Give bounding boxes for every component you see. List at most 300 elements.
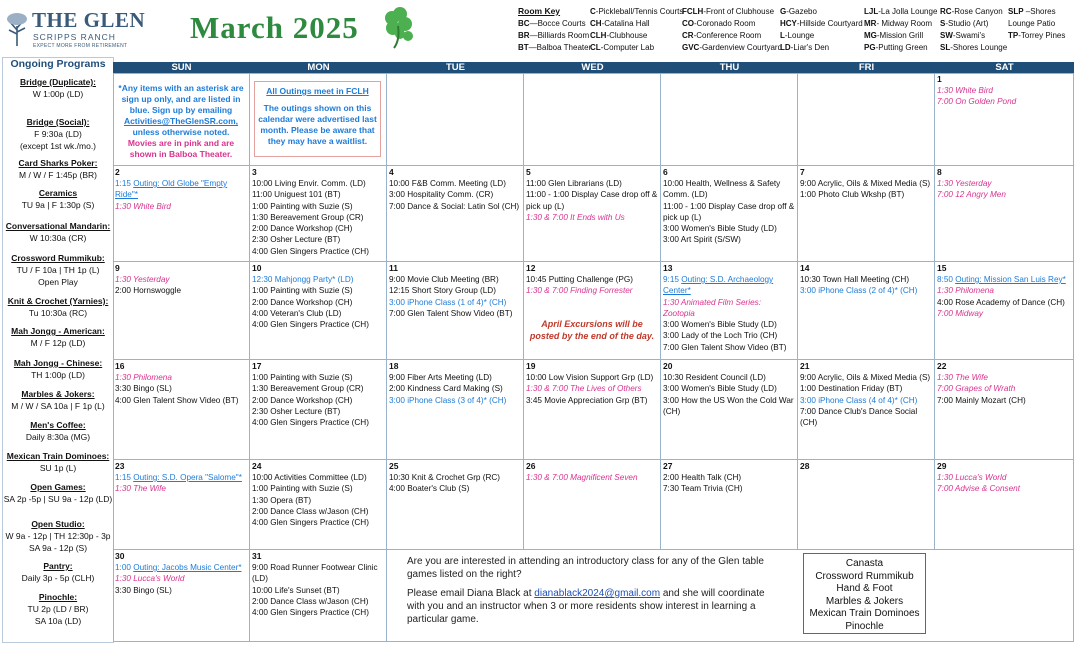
date-number: 11 — [389, 263, 398, 273]
event: 1:30 & 7:00 It Ends with Us — [526, 212, 625, 222]
note-line: April Excursions will be — [541, 319, 643, 329]
day-cell — [798, 460, 935, 550]
room-key-entry: GVC-Gardenview Courtyard — [682, 43, 783, 52]
room-key-entry: CLH-Clubhouse — [590, 31, 648, 40]
program-item — [3, 325, 113, 349]
room-key-entry: PG-Putting Green — [864, 43, 928, 52]
program-name: Men's Coffee: — [30, 420, 86, 430]
day-cell — [524, 166, 661, 262]
day-cell — [113, 550, 250, 642]
program-schedule: TU / F 10a | TH 1p (L) — [16, 265, 100, 275]
event: 1:00 Destination Friday (BT) — [800, 384, 903, 394]
event-list — [937, 85, 1071, 108]
event: 1:30 Bereavement Group (CR) — [252, 384, 364, 394]
program-schedule: (except 1st wk./mo.) — [19, 141, 97, 151]
program-schedule: Tu 10:30a (RC) — [28, 308, 88, 318]
date-number: 14 — [800, 263, 810, 273]
event: 3:00 iPhone Class (2 of 4)* (CH) — [800, 286, 918, 296]
date-number: 28 — [800, 461, 810, 471]
outing-link[interactable]: Outing: S.D. Archaeology Center* — [663, 275, 774, 296]
day-cell — [250, 460, 387, 550]
date-number: 13 — [663, 263, 673, 273]
note-line: unless otherwise noted. — [132, 127, 230, 137]
event: 3:00 Women's Bible Study (LD) — [663, 384, 777, 394]
event: 10:00 Health, Wellness & Safety Comm. (LD) — [663, 179, 781, 200]
event-list — [663, 274, 795, 353]
program-item — [3, 419, 113, 443]
program-name: Bridge (Social): — [26, 117, 90, 127]
event-list — [526, 178, 658, 223]
calendar-grid — [113, 62, 1075, 642]
event: 10:30 Resident Council (LD) — [663, 373, 766, 382]
program-name: Marbles & Jokers: — [21, 389, 95, 399]
room-key-entry: TP-Torrey Pines — [1008, 31, 1066, 40]
program-schedule: M / W / F 1:45p (BR) — [19, 170, 97, 180]
program-schedule: M / W / SA 10a | F 1p (L) — [11, 401, 105, 411]
note-line: The outings shown on this — [263, 103, 372, 113]
day-cell — [661, 73, 798, 166]
room-key-entry: G-Gazebo — [780, 7, 817, 16]
day-cell — [524, 460, 661, 550]
event: 10:45 Putting Challenge (PG) — [526, 275, 633, 284]
program-name: Open Games: — [30, 482, 86, 492]
event-list — [389, 472, 521, 495]
date-number: 23 — [115, 461, 125, 471]
program-name: Knit & Crochet (Yarnies): — [7, 296, 109, 306]
event: 2:00 Dance Class w/Jason (CH) — [252, 596, 369, 606]
date-number: 12 — [526, 263, 536, 273]
date-number: 3 — [252, 167, 257, 177]
event: 4:00 Glen Talent Show Video (BT) — [115, 395, 239, 405]
program-schedule: Daily 8:30a (MG) — [25, 432, 91, 442]
event: 3:00 Art Spirit (S/SW) — [663, 235, 741, 245]
date-number: 4 — [389, 167, 394, 177]
date-number: 17 — [252, 361, 262, 371]
program-item — [3, 357, 113, 381]
event: 1:30 & 7:00 The Lives of Others — [526, 384, 642, 394]
event: 1:30 The Wife — [115, 484, 166, 494]
program-name: Open Studio: — [31, 519, 85, 529]
date-number: 22 — [937, 361, 947, 371]
room-key-entry: SLP –Shores — [1008, 7, 1056, 16]
date-number: 19 — [526, 361, 536, 371]
event-list — [115, 562, 247, 596]
date-number: 15 — [937, 263, 947, 273]
event: 1:30 White Bird — [937, 86, 993, 95]
event: 1:30 Yesterday — [937, 179, 992, 188]
note-line: month. Please be aware that — [260, 125, 375, 135]
event: 10:00 Living Envir. Comm. (LD) — [252, 179, 366, 188]
program-item — [3, 481, 113, 505]
date-number: 10 — [252, 263, 262, 273]
event-list — [800, 372, 932, 428]
event: 2:00 Dance Workshop (CH) — [252, 395, 353, 405]
program-schedule: TU 9a | F 1:30p (S) — [21, 200, 95, 210]
day-cell — [661, 262, 798, 360]
room-key-entry: C-Pickleball/Tennis Courts — [590, 7, 684, 16]
event: 3:00 Women's Bible Study (LD) — [663, 224, 777, 234]
room-key-entry: LD-Liar's Den — [780, 43, 830, 52]
date-number: 2 — [115, 167, 120, 177]
program-name: Conversational Mandarin: — [5, 221, 111, 231]
day-cell — [798, 262, 935, 360]
game-item: Canasta — [845, 558, 884, 569]
room-key-entry: MR- Midway Room — [864, 19, 933, 28]
day-cell — [113, 73, 250, 166]
outings-body — [255, 103, 380, 147]
program-item — [3, 295, 113, 319]
game-item: Mexican Train Dominoes — [809, 608, 920, 619]
program-item — [3, 450, 113, 474]
program-item — [3, 560, 113, 584]
program-schedule: TH 1:00p (LD) — [31, 370, 85, 380]
program-item — [3, 220, 113, 244]
program-schedule: Open Play — [38, 277, 78, 287]
event: 1:30 Animated Film Series: Zootopia — [663, 297, 761, 318]
event-list — [663, 372, 795, 417]
day-header: WED — [524, 62, 661, 73]
program-schedule: F 9:30a (LD) — [34, 129, 82, 139]
event-list — [389, 372, 521, 406]
event: 3:00 Hospitality Comm. (CR) — [389, 190, 494, 200]
room-key-entry: CR-Conference Room — [682, 31, 762, 40]
event: 3:00 iPhone Class (4 of 4)* (CH) — [800, 395, 918, 405]
day-cell — [387, 166, 524, 262]
day-cell — [387, 73, 524, 166]
day-cell — [935, 166, 1074, 262]
event: 10:00 Low Vision Support Grp (LD) — [526, 373, 654, 382]
event: 7:00 Advise & Consent — [937, 484, 1020, 494]
april-excursions-note — [528, 318, 656, 342]
day-cell — [387, 360, 524, 460]
event: 1:30 White Bird — [115, 201, 171, 211]
day-header: SAT — [935, 62, 1074, 73]
event[interactable]: 1:00 Outing: Jacobs Music Center* — [115, 563, 242, 572]
date-number: 25 — [389, 461, 399, 471]
program-name: Mexican Train Dominoes: — [6, 451, 110, 461]
event: 3:45 Movie Appreciation Grp (BT) — [526, 395, 648, 405]
event-list — [252, 178, 384, 257]
event-list — [252, 372, 384, 428]
program-name: Pinochle: — [38, 592, 78, 602]
room-key-entry: Lounge Patio — [1008, 19, 1056, 28]
day-cell — [524, 262, 661, 360]
program-schedule: SA 2p -5p | SU 9a - 12p (LD) — [3, 494, 113, 504]
event: 9:00 Acrylic, Oils & Mixed Media (S) — [800, 373, 931, 382]
event: 1:30 Yesterday — [115, 275, 170, 284]
event: 7:00 On Golden Pond — [937, 97, 1017, 107]
program-name: Mah Jongg - American: — [11, 326, 105, 336]
outing-link[interactable]: Outing: S.D. Opera "Salome"* — [133, 473, 242, 482]
event: 1:30 Lucca's World — [937, 473, 1007, 482]
event: 11:00 - 1:00 Display Case drop off & pick up (L) — [526, 190, 658, 211]
program-name: Ceramics — [38, 188, 78, 198]
day-cell — [935, 73, 1074, 166]
event: 7:00 12 Angry Men — [937, 190, 1006, 200]
logo-name: THE GLEN — [32, 8, 146, 32]
event: 1:30 Opera (BT) — [252, 495, 312, 505]
day-cell — [250, 166, 387, 262]
event: 10:30 Knit & Crochet Grp (RC) — [389, 473, 501, 482]
room-key-entry: CH-Catalina Hall — [590, 19, 650, 28]
event: 12:15 Short Story Group (LD) — [389, 286, 496, 296]
room-key-title: Room Key — [518, 6, 561, 16]
note-line: blue. Sign up by emailing — [129, 105, 233, 115]
program-item — [3, 157, 113, 181]
event: 7:00 Grapes of Wrath — [937, 384, 1016, 394]
event: 7:30 Team Trivia (CH) — [663, 484, 743, 494]
room-key-entry: BR—Billiards Room — [518, 31, 590, 40]
date-number: 9 — [115, 263, 120, 273]
glen-logo — [6, 6, 146, 50]
event-list — [526, 274, 658, 297]
event-list — [252, 274, 384, 330]
event-list — [663, 472, 795, 495]
table-games-list — [803, 553, 926, 634]
day-cell — [113, 460, 250, 550]
event-list — [937, 472, 1071, 495]
date-number: 31 — [252, 551, 262, 561]
day-header: MON — [250, 62, 387, 73]
shamrock-icon — [378, 6, 418, 50]
event: 3:00 How the US Won the Cold War (CH) — [663, 395, 794, 416]
day-cell — [387, 262, 524, 360]
day-header: THU — [661, 62, 798, 73]
room-key-entry: CL-Computer Lab — [590, 43, 655, 52]
outing-link[interactable]: Outing: Jacobs Music Center* — [133, 563, 242, 572]
program-schedule: W 9a - 12p | TH 12:30p - 3p — [5, 531, 111, 541]
event[interactable]: 1:15 Outing: S.D. Opera "Salome"* — [115, 473, 242, 482]
day-cell — [250, 262, 387, 360]
event: 3:30 Bingo (SL) — [115, 585, 172, 595]
event-list — [937, 372, 1071, 406]
event[interactable]: 1:15 Outing: Old Globe "Empty Ride"* — [115, 179, 228, 200]
event[interactable]: 9:15 Outing: S.D. Archaeology Center* — [663, 275, 774, 296]
day-cell — [935, 360, 1074, 460]
program-item — [3, 116, 113, 152]
event: 2:30 Osher Lecture (BT) — [252, 235, 341, 245]
day-cell — [798, 360, 935, 460]
room-key-entry: HCY-Hillside Courtyard — [780, 19, 863, 28]
event-list — [937, 178, 1071, 201]
event: 2:30 Osher Lecture (BT) — [252, 406, 341, 416]
event: 4:00 Veteran's Club (LD) — [252, 308, 342, 318]
date-number: 30 — [115, 551, 125, 561]
outings-title-text: All Outings meet in FCLH — [266, 86, 369, 96]
event-list — [252, 562, 384, 618]
day-header: FRI — [798, 62, 935, 73]
event[interactable]: 8:50 Outing: Mission San Luis Rey* — [937, 275, 1066, 284]
event-list — [115, 372, 247, 406]
event: 2:00 Dance Workshop (CH) — [252, 297, 353, 307]
room-key-entry: LJL-La Jolla Lounge — [864, 7, 938, 16]
program-schedule: M / F 12p (LD) — [30, 338, 86, 348]
program-item — [3, 187, 113, 211]
event: 9:00 Acrylic, Oils & Mixed Media (S) — [800, 179, 931, 188]
outing-link[interactable]: Outing: Mission San Luis Rey* — [955, 275, 1066, 284]
event: 1:30 Lucca's World — [115, 574, 185, 584]
event: 10:30 Town Hall Meeting (CH) — [800, 275, 910, 284]
event: 1:30 Philomena — [115, 373, 172, 382]
event-list — [115, 178, 247, 212]
day-header: SUN — [113, 62, 250, 73]
day-cell — [524, 360, 661, 460]
day-cell — [113, 166, 250, 262]
event: 1:30 & 7:00 Finding Forrester — [526, 286, 633, 296]
event-list — [800, 178, 932, 201]
program-name: Bridge (Duplicate): — [19, 77, 97, 87]
event: 1:00 Painting with Suzie (S) — [252, 373, 353, 382]
note-line: shown in Balboa Theater. — [129, 149, 233, 159]
program-schedule: Daily 3p - 5p (CLH) — [21, 573, 95, 583]
event-list — [800, 274, 932, 297]
note-line[interactable]: Activities@TheGlenSR.com, — [123, 116, 239, 126]
day-header: TUE — [387, 62, 524, 73]
event-list — [115, 274, 247, 297]
outings-note — [254, 81, 381, 157]
game-item: Crossword Rummikub — [815, 570, 914, 582]
day-cell — [113, 360, 250, 460]
event-list — [526, 372, 658, 406]
event: 7:00 Glen Talent Show Video (BT) — [663, 342, 787, 352]
outing-link[interactable]: Outing: Old Globe "Empty Ride"* — [115, 179, 228, 200]
logo-tagline: EXPECT MORE FROM RETIREMENT — [33, 43, 128, 49]
date-number: 18 — [389, 361, 399, 371]
event: 4:00 Glen Singers Practice (CH) — [252, 320, 369, 330]
program-name: Crossword Rummikub: — [11, 253, 105, 263]
date-number: 5 — [526, 167, 531, 177]
event: 1:30 Bereavement Group (CR) — [252, 212, 364, 222]
event: 2:00 Dance Workshop (CH) — [252, 224, 353, 234]
program-schedule: SU 1p (L) — [39, 463, 77, 473]
program-name: Pantry: — [43, 561, 73, 571]
tree-logo-icon — [6, 12, 28, 46]
event: 1:00 Painting with Suzie (S) — [252, 484, 353, 494]
event: 1:30 Philomena — [937, 286, 994, 296]
event: 3:00 iPhone Class (3 of 4)* (CH) — [389, 395, 507, 405]
program-schedule: W 1:00p (LD) — [32, 89, 84, 99]
room-key-entry: FCLH-Front of Clubhouse — [682, 7, 775, 16]
date-number: 6 — [663, 167, 668, 177]
note-line: Movies are in pink and are — [127, 138, 235, 148]
event: 4:00 Glen Singers Practice (CH) — [252, 246, 369, 256]
event-list — [663, 178, 795, 246]
event: 7:00 Dance & Social: Latin Sol (CH) — [389, 201, 520, 211]
program-schedule: SA 9a - 12p (S) — [28, 543, 88, 553]
program-item — [3, 518, 113, 554]
event: 3:00 Lady of the Loch Trio (CH) — [663, 331, 778, 341]
game-item: Marbles & Jokers — [825, 595, 904, 607]
event: 10:00 Activities Committee (LD) — [252, 473, 367, 482]
program-item — [3, 388, 113, 412]
event: 11:00 - 1:00 Display Case drop off & pick up (L) — [663, 201, 795, 222]
day-cell — [661, 460, 798, 550]
day-cell — [250, 360, 387, 460]
event: 11:00 Uniguest 101 (BT) — [252, 190, 341, 200]
room-key-entry: L-Lounge — [780, 31, 815, 40]
event: 4:00 Rose Academy of Dance (CH) — [937, 297, 1065, 307]
event: 9:00 Movie Club Meeting (BR) — [389, 275, 499, 284]
event: 2:00 Health Talk (CH) — [663, 473, 742, 482]
game-item: Pinochle — [845, 620, 884, 632]
date-number: 8 — [937, 167, 942, 177]
room-key-entry: BC—Bocce Courts — [518, 19, 586, 28]
event-list — [389, 274, 521, 319]
program-item — [3, 76, 113, 100]
event: 4:00 Glen Singers Practice (CH) — [252, 418, 369, 428]
day-cell — [935, 262, 1074, 360]
date-number: 20 — [663, 361, 673, 371]
event: 2:00 Hornswoggle — [115, 286, 181, 296]
day-cell — [113, 262, 250, 360]
day-cell — [387, 460, 524, 550]
day-cell — [250, 550, 387, 642]
promo-paragraph: Are you are interested in attending an introductory class for any of the Glen table games listed on the right? — [407, 556, 764, 580]
program-item — [3, 591, 113, 627]
event: 3:00 Women's Bible Study (LD) — [663, 320, 777, 330]
event: 2:00 Dance Class w/Jason (CH) — [252, 506, 369, 516]
note-line: posted by the end of the day. — [529, 331, 655, 341]
room-key-entry: SW-Swami's — [940, 31, 986, 40]
day-cell — [935, 460, 1074, 550]
program-name: Mah Jongg - Chinese: — [13, 358, 103, 368]
room-key-entry: SL-Shores Lounge — [940, 43, 1008, 52]
event: 3:30 Bingo (SL) — [115, 384, 172, 394]
day-cell — [661, 166, 798, 262]
event: 9:00 Fiber Arts Meeting (LD) — [389, 373, 492, 382]
event-list — [389, 178, 521, 212]
event-list — [526, 472, 658, 483]
program-schedule: SA 10a (LD) — [34, 616, 82, 626]
day-cell — [661, 360, 798, 460]
date-number: 16 — [115, 361, 125, 371]
program-name: Card Sharks Poker: — [18, 158, 98, 168]
date-number: 1 — [937, 74, 942, 84]
event: 1:00 Photo Club Wkshp (BT) — [800, 190, 905, 200]
event: 4:00 Boater's Club (S) — [389, 484, 470, 494]
game-item: Hand & Foot — [836, 583, 893, 594]
event: 7:00 Midway — [937, 308, 983, 318]
program-schedule: TU 2p (LD / BR) — [27, 604, 89, 614]
room-key-entry: S-Studio (Art) — [940, 19, 989, 28]
event: 3:00 iPhone Class (1 of 4)* (CH) — [389, 297, 507, 307]
note-line: *Any items with an asterisk are — [118, 83, 244, 93]
date-number: 21 — [800, 361, 810, 371]
day-cell — [798, 166, 935, 262]
note-line: they may have a waitlist. — [267, 136, 368, 146]
program-item — [3, 252, 113, 288]
room-key-entry: BT—Balboa Theater — [518, 43, 592, 52]
program-schedule: W 10:30a (CR) — [29, 233, 87, 243]
asterisk-note — [115, 83, 247, 160]
promo-cell — [387, 550, 1074, 642]
event: 1:00 Painting with Suzie (S) — [252, 286, 353, 296]
page-title: March 2025 — [190, 10, 359, 45]
note-line: calendar were advertised last — [258, 114, 377, 124]
date-number: 29 — [937, 461, 947, 471]
event: 1:00 Painting with Suzie (S) — [252, 201, 353, 211]
event: 10:00 F&B Comm. Meeting (LD) — [389, 179, 506, 188]
day-cell — [524, 73, 661, 166]
event: 1:30 & 7:00 Magnificent Seven — [526, 473, 638, 482]
event-list — [252, 472, 384, 528]
email-link[interactable]: dianablack2024@gmail.com — [534, 588, 661, 599]
room-key-entry: RC-Rose Canyon — [940, 7, 1003, 16]
ongoing-programs-sidebar — [2, 57, 114, 643]
date-number: 27 — [663, 461, 673, 471]
event: 1:30 The Wife — [937, 373, 988, 382]
event: 7:00 Mainly Mozart (CH) — [937, 395, 1026, 405]
